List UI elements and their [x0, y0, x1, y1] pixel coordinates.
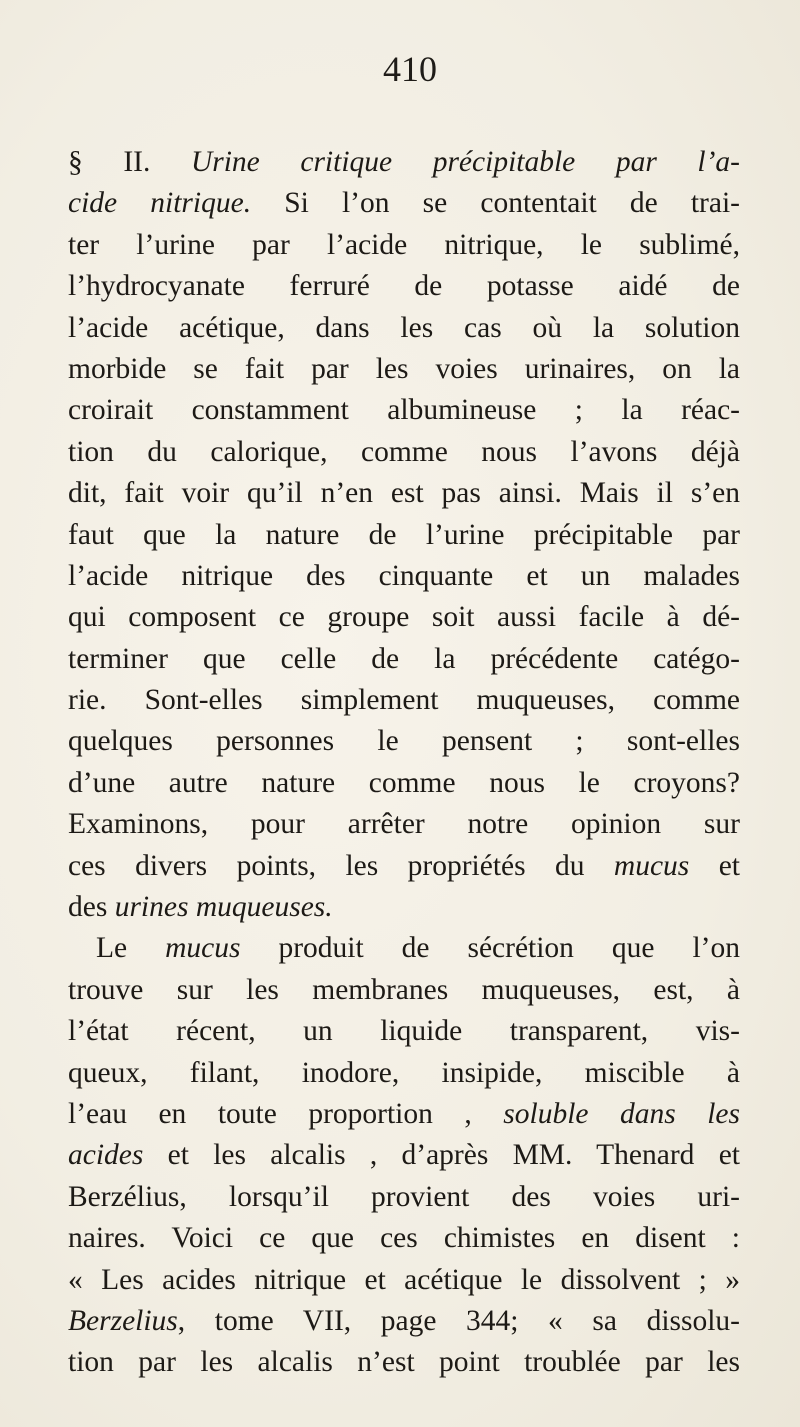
text-line [68, 556, 740, 597]
text-line [68, 1260, 740, 1301]
italic-text: mucus [613, 849, 690, 882]
text-span: ter l’urine par l’acide nitrique, le sublimé, [68, 228, 740, 261]
text-line [68, 721, 740, 762]
italic-text: cide nitrique. [68, 187, 252, 220]
italic-text: mucus [165, 932, 241, 965]
text-span: « Les acides nitrique et acétique le dissolvent ; » [68, 1263, 740, 1296]
text-line [68, 1135, 740, 1176]
text-line [68, 970, 740, 1011]
text-span: ces divers points, les propriétés du [68, 849, 614, 882]
body-text [68, 142, 740, 1384]
text-line [68, 639, 740, 680]
text-span: quelques personnes le pensent ; sont-elles [68, 725, 740, 758]
text-span: , tome VII, page 344; « sa dissolu- [177, 1304, 740, 1337]
text-line [68, 308, 740, 349]
text-line [68, 804, 740, 845]
text-span: Si l’on se contentait de trai- [251, 187, 740, 220]
text-span: d’une autre nature comme nous le croyons? [68, 766, 740, 799]
italic-text: urines muqueuses. [114, 891, 333, 924]
text-line [68, 390, 740, 431]
text-line [68, 680, 740, 721]
text-span: Berzélius, lorsqu’il provient des voies uri- [68, 1180, 740, 1213]
text-line [68, 1094, 740, 1135]
italic-text: Urine critique précipitable par l’a- [190, 146, 740, 178]
italic-text: soluble dans les [503, 1097, 741, 1130]
text-span: terminer que celle de la précédente catégo- [68, 642, 740, 675]
text-line [68, 432, 740, 473]
text-line [68, 928, 740, 969]
text-span: l’acide nitrique des cinquante et un malades [68, 559, 740, 592]
text-span: l’état récent, un liquide transparent, vis- [68, 1015, 740, 1048]
text-span: queux, filant, inodore, insipide, miscible à [68, 1056, 740, 1089]
page-number: 410 [383, 49, 437, 89]
text-line [68, 1218, 740, 1259]
text-span: morbide se fait par les voies urinaires, on la [68, 352, 740, 385]
text-line [68, 846, 740, 887]
text-span: faut que la nature de l’urine précipitable par [68, 518, 740, 551]
text-span: des [68, 891, 115, 924]
text-span: l’hydrocyanate ferruré de potasse aidé de [68, 270, 740, 303]
text-span: rie. Sont-elles simplement muqueuses, comme [68, 684, 740, 717]
text-span: produit de sécrétion que l’on [240, 932, 740, 965]
text-span: Le [96, 932, 166, 965]
text-span: tion du calorique, comme nous l’avons déjà [68, 435, 740, 468]
text-span: et les alcalis , d’après MM. Thenard et [143, 1139, 740, 1172]
text-span: Examinons, pour arrêter notre opinion sur [68, 808, 740, 841]
text-line [68, 473, 740, 514]
text-line [68, 349, 740, 390]
text-line [68, 1342, 740, 1383]
text-line [68, 887, 740, 928]
text-line [68, 225, 740, 266]
text-line [68, 183, 740, 224]
text-line [68, 1301, 740, 1342]
text-line [68, 1053, 740, 1094]
text-line [68, 763, 740, 804]
text-line [68, 1177, 740, 1218]
text-span: trouve sur les membranes muqueuses, est, à [68, 973, 740, 1006]
text-line [68, 597, 740, 638]
text-span: qui composent ce groupe soit aussi facile à dé- [68, 601, 740, 634]
italic-text: Berzelius [68, 1304, 178, 1337]
text-line [68, 515, 740, 556]
text-span: et [689, 849, 740, 882]
italic-text: acides [68, 1139, 144, 1172]
text-span: croirait constamment albumineuse ; la réac- [68, 394, 740, 427]
text-span: tion par les alcalis n’est point troublée par les [68, 1346, 740, 1379]
text-line [68, 142, 740, 183]
text-span: § II. [68, 146, 191, 178]
text-span: naires. Voici ce que ces chimistes en disent : [68, 1222, 740, 1255]
text-span: l’eau en toute proportion , [68, 1097, 504, 1130]
text-span: l’acide acétique, dans les cas où la solution [68, 311, 740, 344]
text-line [68, 266, 740, 307]
text-line [68, 1011, 740, 1052]
text-span: dit, fait voir qu’il n’en est pas ainsi. Mais il s’en [68, 477, 740, 510]
